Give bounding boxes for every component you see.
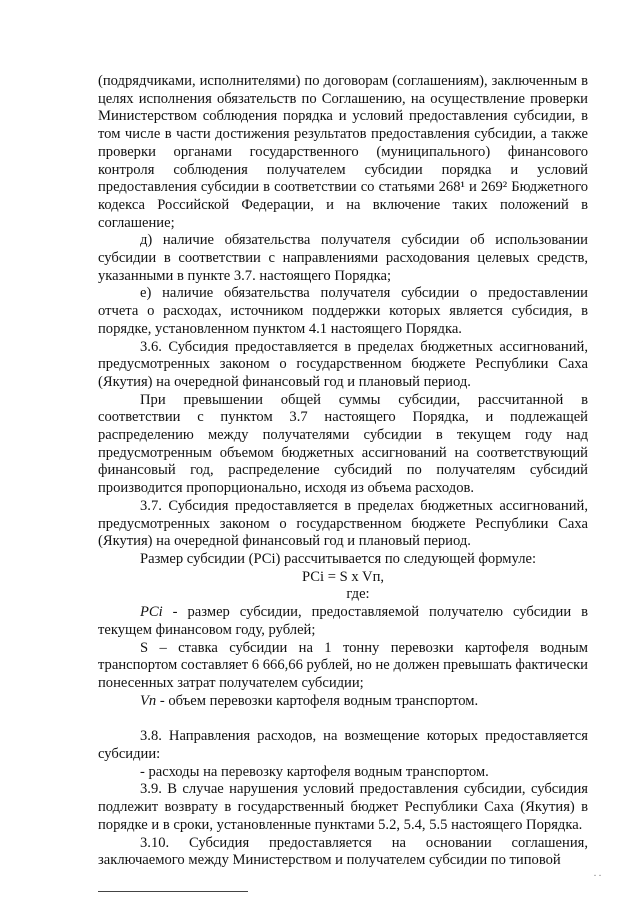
- paragraph-3-10: 3.10. Субсидия предоставляется на основании соглашения, заключаемого между Министерством и получателем субсидии по типовой: [98, 834, 588, 869]
- corner-mark: . .: [594, 868, 602, 879]
- paragraph-excess: При превышении общей суммы субсидии, рассчитанной в соответствии с пунктом 3.7 настоящего Порядка, и подлежащей распределению между получателями субсидии в текущем году над предусмотренным объемом бюджетных ассигнований на соответствующий финансовый год, распределение субсидий по получателям субсидий производится пропорционально, исходя из объема расходов.: [98, 391, 588, 497]
- paragraph-3-6: 3.6. Субсидия предоставляется в пределах бюджетных ассигнований, предусмотренных законом о государственном бюджете Республики Саха (Якутия) на очередной финансовый год и плановый период.: [98, 338, 588, 390]
- footnote-divider: [98, 891, 248, 892]
- paragraph-item-d: д) наличие обязательства получателя субсидии об использовании субсидии в соответствии с направлениями расходования целевых средств, указанными в пункте 3.7. настоящего Порядка;: [98, 232, 588, 284]
- paragraph-3-9: 3.9. В случае нарушения условий предоставления субсидии, субсидия подлежит возврату в государственный бюджет Республики Саха (Якутия) в порядке и в сроки, установленные пунктами 5.2, 5.4, 5.5 настоящего Порядка.: [98, 781, 588, 833]
- paragraph-expenses: - расходы на перевозку картофеля водным транспортом.: [140, 763, 489, 780]
- paragraph-formula-intro: Размер субсидии (РСi) рассчитывается по следующей формуле:: [140, 550, 537, 567]
- paragraph-contractors: (подрядчиками, исполнителями) по договорам (соглашениям), заключенным в целях исполнения обязательств по Соглашению, на осуществление проверки Министерством соблюдения порядка и условий предоставления субсидии, в том числе в части достижения результатов предоставления субсидии, а также проверки органами государственного (муниципального) финансового контроля соблюдения получателем субсидии порядка и условий предоставления субсидии в соответствии со статьями 268¹ и 269² Бюджетного кодекса Российской Федерации, и на включение таких положений в соглашение;: [98, 73, 588, 231]
- paragraph-item-e: е) наличие обязательства получателя субсидии о предоставлении отчета о расходах, источником поддержки которых является субсидия, в порядке, установленном пунктом 4.1 настоящего Порядка.: [98, 285, 588, 337]
- definition-s: S – ставка субсидии на 1 тонну перевозки картофеля водным транспортом составляет 6 666,66 рублей, но не должен превышать фактически понесенных затрат получателем субсидии;: [98, 639, 588, 691]
- formula-where: где:: [346, 586, 370, 603]
- pci-term: PCi: [140, 604, 163, 621]
- formula: РСi = S x Vп,: [301, 568, 385, 585]
- vp-term: Vп: [140, 692, 157, 709]
- body-text: [98, 73, 588, 870]
- paragraph-3-8: 3.8. Направления расходов, на возмещение которых предоставляется субсидии:: [98, 728, 588, 763]
- definition-pci: [98, 604, 588, 639]
- pci-definition: - размер субсидии, предоставляемой получателю субсидии в текущем финансовом году, рублей;: [98, 604, 588, 638]
- definition-vp: [98, 693, 588, 711]
- vp-definition: - объем перевозки картофеля водным транспортом.: [156, 692, 479, 709]
- paragraph-3-7: 3.7. Субсидия предоставляется в пределах бюджетных ассигнований, предусмотренных законом о государственном бюджете Республики Саха (Якутия) на очередной финансовый год и плановый период.: [98, 497, 588, 550]
